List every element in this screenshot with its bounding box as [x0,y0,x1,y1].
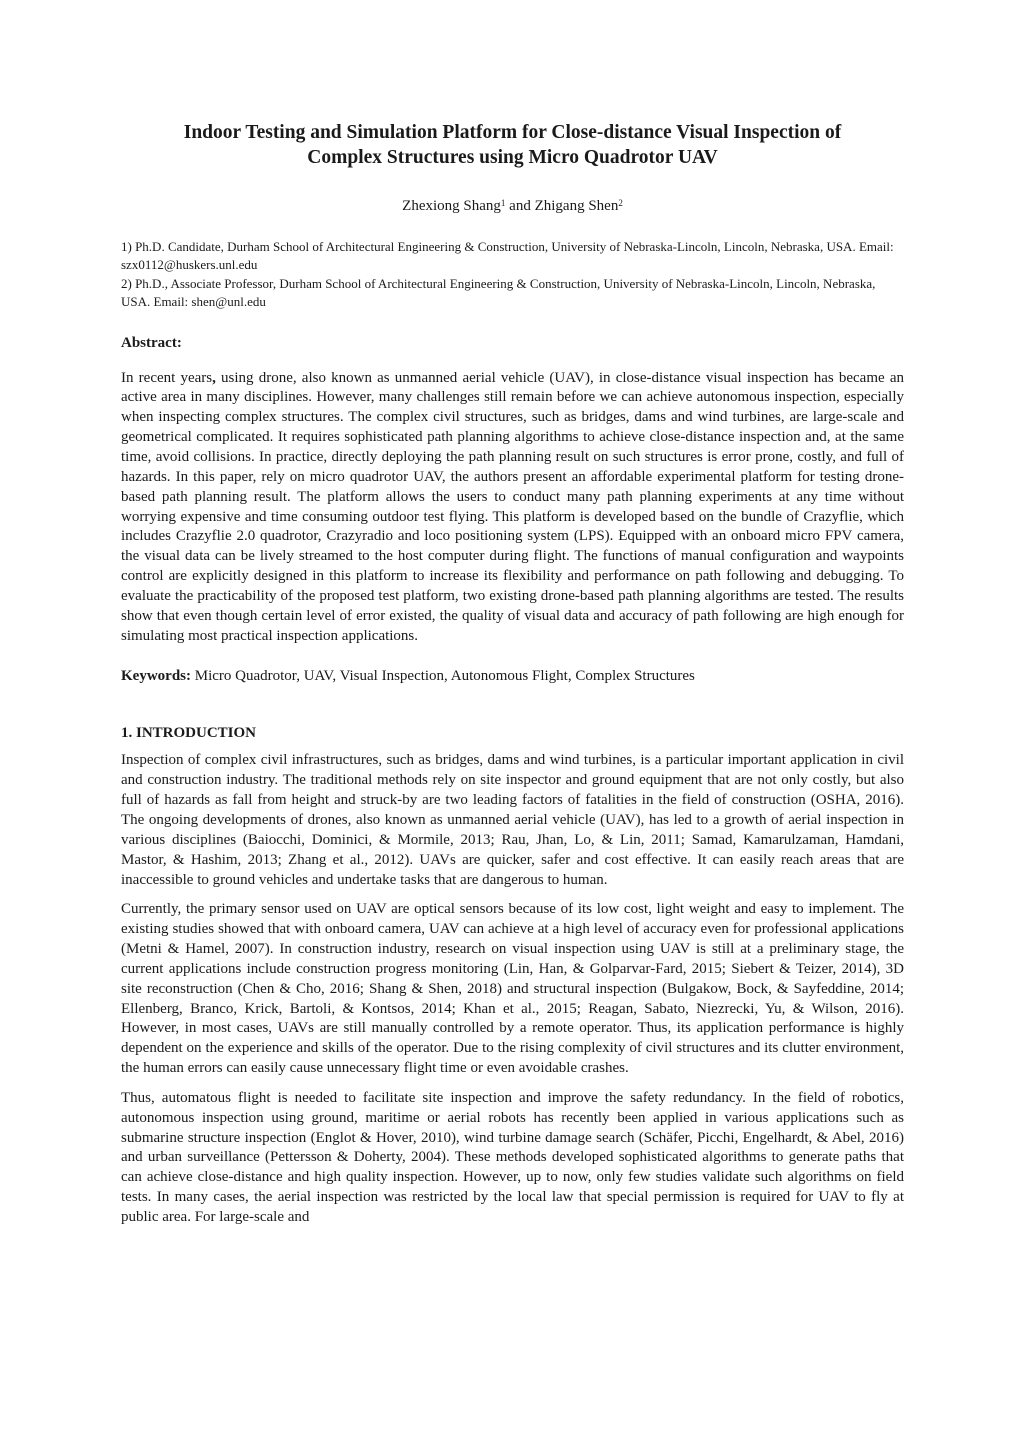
keywords [121,666,904,686]
author-conjunction: and [505,198,535,214]
affiliations [121,238,904,312]
keywords-label: Keywords: [121,668,191,685]
introduction-paragraph-2: Currently, the primary sensor used on UAV are optical sensors because of its low cost, light weight and easy to implement. The existing studies showed that with onboard camera, UAV can achieve at a high level of accuracy even for professional applications (Metni & Hamel, 2007). In construction industry, research on visual inspection using UAV is still at a preliminary stage, the current applications include construction progress monitoring (Lin, Han, & Golparvar-Fard, 2015; Siebert & Teizer, 2014), 3D site reconstruction (Chen & Cho, 2016; Shang & Shen, 2018) and structural inspection (Bulgakow, Bock, & Sayfeddine, 2014; Ellenberg, Branco, Krick, Bartoli, & Kontsos, 2014; Khan et al., 2015; Reagan, Sabato, Niezrecki, Yu, & Wilson, 2016). However, in most cases, UAVs are still manually controlled by a remote operator. Thus, its application performance is highly dependent on the experience and skills of the operator. Due to the rising complexity of civil structures and its clutter environment, the human errors can easily cause unnecessary flight time or even avoidable crashes. [121,901,904,1077]
affiliation-2: 2) Ph.D., Associate Professor, Durham School of Architectural Engineering & Construction, University of Nebraska-Lincoln, Lincoln, Nebraska, USA. Email: shen@unl.edu [121,275,876,310]
author-list [121,196,904,216]
paper-page [121,120,904,1228]
abstract-text-part-2: using drone, also known as unmanned aerial vehicle (UAV), in close-distance visual inspection has became an active area in many disciplines. However, many challenges still remain before we can achieve autonomous inspection, especially when inspecting complex structures. The complex civil structures, such as bridges, dams and wind turbines, are large-scale and geometrical complicated. It requires sophisticated path planning algorithms to achieve close-distance inspection and, at the same time, avoid collisions. In practice, directly deploying the path planning result on such structures is error prone, costly, and full of hazards. In this paper, rely on micro quadrotor UAV, the authors present an affordable experimental platform for testing drone-based path planning result. The platform allows the users to conduct many path planning experiments at any time without worrying expensive and time consuming outdoor test flying. This platform is developed based on the bundle of Crazyflie, which includes Crazyflie 2.0 quadrotor, Crazyradio and loco positioning system (LPS). Equipped with an onboard micro FPV camera, the visual data can be lively streamed to the host computer during flight. The functions of manual configuration and waypoints control are explicitly designed in this platform to increase its flexibility and performance on path following and debugging. To evaluate the practicability of the proposed test platform, two existing drone-based path planning algorithms are tested. The results show that even though certain level of error existed, the quality of visual data and accuracy of path following are high enough for simulating most practical inspection applications. [121,369,904,644]
author-1-name: Zhexiong Shang [402,198,501,214]
introduction-paragraph-1: Inspection of complex civil infrastructures, such as bridges, dams and wind turbines, is a particular important application in civil and construction industry. The traditional methods rely on site inspector and ground equipment that are not only costly, but also full of hazards as fall from height and struck-by are two leading factors of fatalities in the field of construction (OSHA, 2016). The ongoing developments of drones, also known as unmanned aerial vehicle (UAV), has led to a growth of aerial inspection in various disciplines (Baiocchi, Dominici, & Mormile, 2013; Rau, Jhan, Lo, & Lin, 2011; Samad, Kamarulzaman, Hamdani, Mastor, & Hashim, 2013; Zhang et al., 2012). UAVs are quicker, safer and cost effective. It can easily reach areas that are inaccessible to ground vehicles and undertake tasks that are dangerous to human. [121,752,904,888]
abstract-text-part-1: In recent years [121,369,213,386]
abstract-heading: Abstract: [121,334,182,351]
keywords-text: Micro Quadrotor, UAV, Visual Inspection, Autonomous Flight, Complex Structures [191,668,695,685]
abstract-bold-comma: , [212,369,216,386]
introduction-heading: 1. INTRODUCTION [121,725,257,742]
paper-title-line-2: Complex Structures using Micro Quadrotor UAV [307,147,718,168]
author-2-superscript: 2 [618,198,623,208]
paper-title-line-1: Indoor Testing and Simulation Platform for Close-distance Visual Inspection of [183,122,842,143]
abstract-body [121,369,904,647]
introduction-paragraph-3: Thus, automatous flight is needed to facilitate site inspection and improve the safety redundancy. In the field of robotics, autonomous inspection using ground, maritime or aerial robots has recently been applied in various applications such as submarine structure inspection (Englot & Hover, 2010), wind turbine damage search (Schäfer, Picchi, Engelhardt, & Abel, 2016) and urban surveillance (Pettersson & Doherty, 2004). These methods developed sophisticated algorithms to generate paths that can achieve close-distance and high quality inspection. However, up to now, only few studies validate such algorithms on field tests. In many cases, the aerial inspection was restricted by the local law that special permission is required for UAV to fly at public area. For large-scale and [121,1089,904,1225]
affiliation-1: 1) Ph.D. Candidate, Durham School of Architectural Engineering & Construction, University of Nebraska-Lincoln, Lincoln, Nebraska, USA. Email: szx0112@huskers.unl.edu [121,239,894,273]
author-1-superscript: 1 [500,198,506,208]
author-2-name: Zhigang Shen [534,198,619,214]
paper-title [121,120,904,170]
